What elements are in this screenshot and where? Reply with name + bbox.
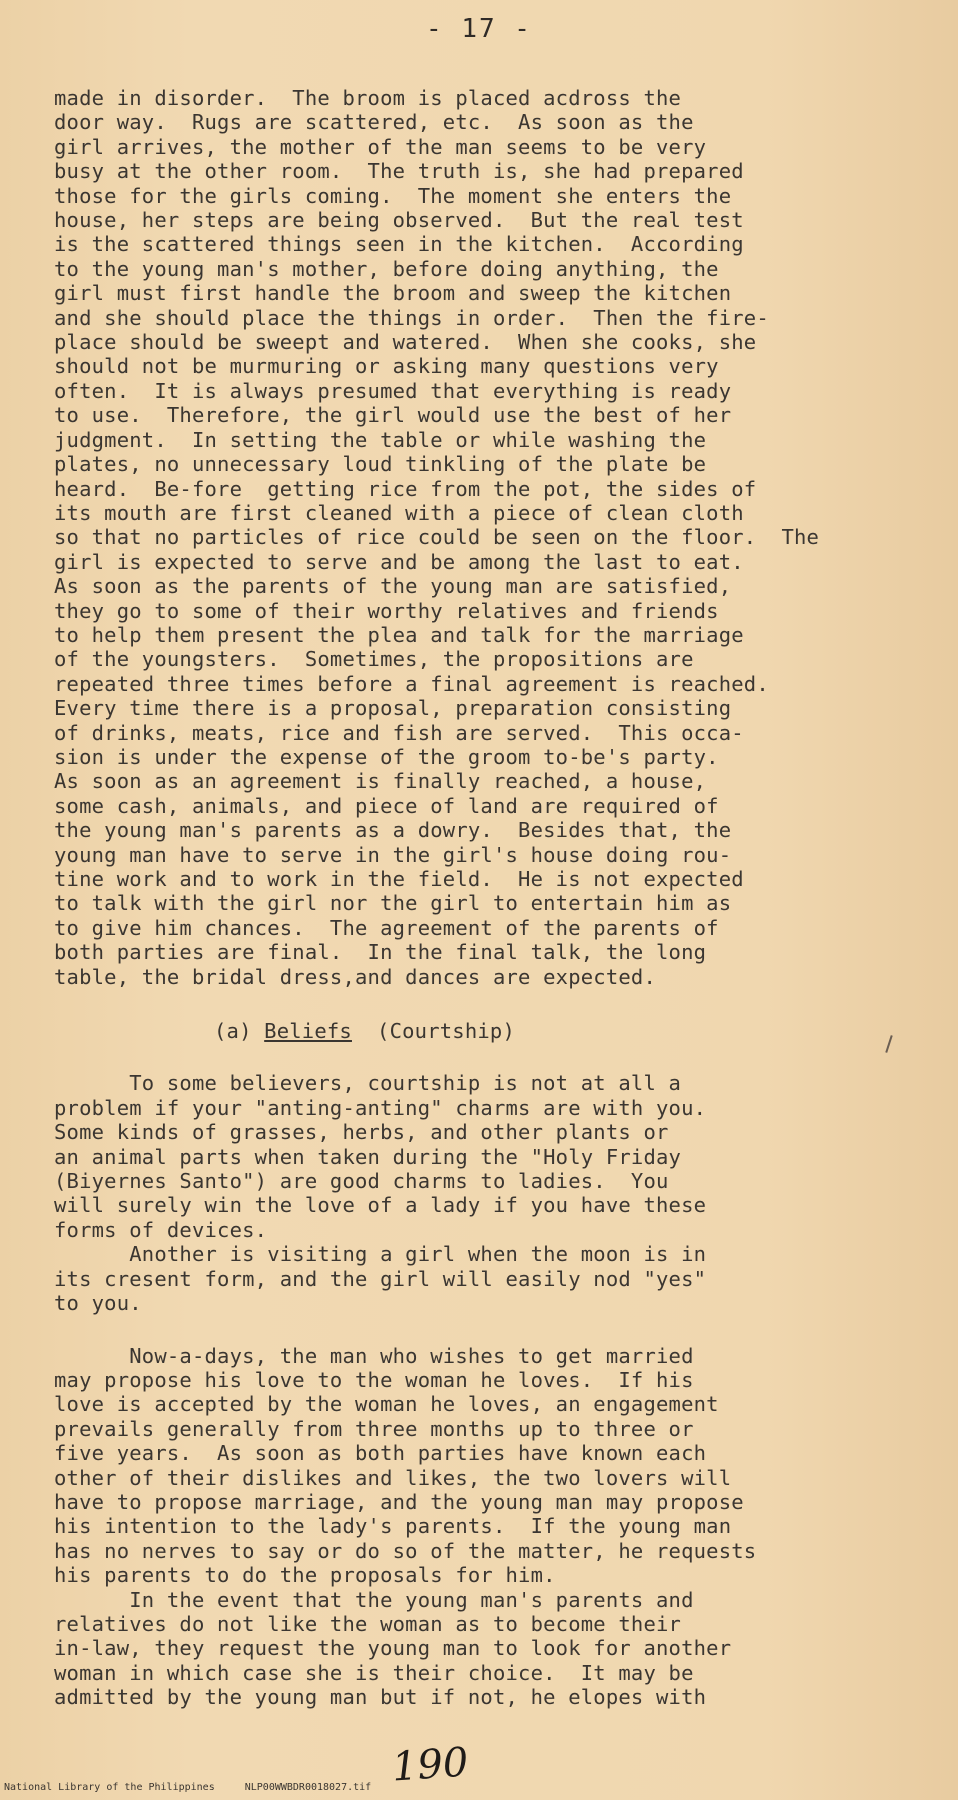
text-line: door way. Rugs are scattered, etc. As soon as the [54, 110, 694, 135]
text-line: and she should place the things in order. Then the fire- [54, 305, 769, 330]
text-line: admitted by the young man but if not, he elopes with [54, 1685, 707, 1710]
text-line: judgment. In setting the table or while washing the [54, 427, 707, 452]
text-line: the young man's parents as a dowry. Besides that, the [54, 818, 732, 843]
text-line: an animal parts when taken during the "Holy Friday [54, 1144, 682, 1169]
text-line: (Biyernes Santo") are good charms to ladies. You [54, 1169, 669, 1194]
footer-institution: National Library of the Philippines [4, 1782, 215, 1793]
heading-prefix: (a) [214, 1019, 265, 1044]
text-line: so that no particles of rice could be seen on the floor. The [54, 525, 820, 550]
text-line: love is accepted by the woman he loves, an engagement [54, 1392, 719, 1417]
text-line: As soon as the parents of the young man are satisfied, [54, 574, 732, 599]
heading-beliefs: Beliefs [264, 1019, 352, 1044]
text-line: of the youngsters. Sometimes, the propositions are [54, 647, 694, 672]
page-number: - 17 - [426, 14, 532, 44]
text-line: to use. Therefore, the girl would use the best of her [54, 403, 732, 428]
text-line: girl must first handle the broom and sweep the kitchen [54, 281, 732, 306]
text-line: plates, no unnecessary loud tinkling of the plate be [54, 452, 707, 477]
text-line: to talk with the girl nor the girl to entertain him as [54, 891, 732, 916]
text-line: to give him chances. The agreement of the parents of [54, 915, 719, 940]
text-line: problem if your "anting-anting" charms are with you. [54, 1095, 707, 1120]
text-line: tine work and to work in the field. He is not expected [54, 867, 744, 891]
text-line: may propose his love to the woman he loves. If his [54, 1367, 694, 1392]
text-line: to you. [54, 1291, 142, 1316]
text-line: five years. As soon as both parties have known each [54, 1441, 707, 1466]
text-line: As soon as an agreement is finally reached, a house, [54, 769, 707, 794]
text-line: some cash, animals, and piece of land are required of [54, 793, 719, 818]
text-line: to the young man's mother, before doing anything, the [54, 256, 719, 281]
section-heading [54, 1019, 934, 1043]
text-line: Now-a-days, the man who wishes to get married [54, 1343, 694, 1368]
paragraph-beliefs [54, 1071, 934, 1315]
text-line: its mouth are first cleaned with a piece of clean cloth [54, 500, 744, 525]
text-line: his parents to do the proposals for him. [54, 1563, 556, 1588]
text-line: relatives do not like the woman as to become their [54, 1611, 682, 1636]
text-line: girl is expected to serve and be among the last to eat. [54, 549, 744, 574]
text-line: Every time there is a proposal, preparation consisting [54, 696, 732, 721]
text-line: heard. Be-fore getting rice from the pot, the sides of [54, 476, 757, 501]
text-line: repeated three times before a final agreement is reached. [54, 671, 769, 696]
text-line: they go to some of their worthy relatives and friends [54, 598, 719, 623]
text-line: To some believers, courtship is not at all a [54, 1071, 682, 1096]
text-line: house, her steps are being observed. But the real test [54, 208, 744, 233]
heading-suffix: (Courtship) [351, 1019, 516, 1044]
archive-footer [4, 1782, 954, 1793]
text-line: girl arrives, the mother of the man seems to be very [54, 134, 707, 159]
text-line: sion is under the expense of the groom to-be's party. [54, 744, 719, 769]
text-line: woman in which case she is their choice. It may be [54, 1660, 694, 1685]
text-line: table, the bridal dress,and dances are expected. [54, 964, 657, 989]
text-line: have to propose marriage, and the young man may propose [54, 1489, 744, 1514]
text-line: both parties are final. In the final talk, the long [54, 940, 707, 965]
text-line: place should be sweept and watered. When she cooks, she [54, 330, 757, 355]
text-line: often. It is always presumed that everything is ready [54, 378, 732, 403]
text-line: busy at the other room. The truth is, she had prepared [54, 159, 744, 184]
text-line: In the event that the young man's parents and [54, 1587, 694, 1612]
paragraph-courtship-customs [54, 86, 934, 989]
text-line: forms of devices. [54, 1217, 268, 1242]
handwritten-page-number: 190 [390, 1739, 470, 1791]
typed-text-body [54, 86, 934, 1710]
text-line: Another is visiting a girl when the moon is in [54, 1242, 707, 1267]
text-line: made in disorder. The broom is placed acdross the [54, 86, 682, 110]
footer-file-id: NLP00WWBDR0018027.tif [244, 1782, 372, 1793]
text-line: his intention to the lady's parents. If the young man [54, 1514, 732, 1539]
text-line: has no nerves to say or do so of the matter, he requests [54, 1538, 757, 1563]
text-line: prevails generally from three months up to three or [54, 1416, 694, 1441]
text-line: its cresent form, and the girl will easily nod "yes" [54, 1266, 707, 1291]
text-line: young man have to serve in the girl's house doing rou- [54, 842, 732, 867]
text-line: those for the girls coming. The moment she enters the [54, 183, 732, 208]
text-line: other of their dislikes and likes, the two lovers will [54, 1465, 732, 1490]
text-line: in-law, they request the young man to look for another [54, 1636, 732, 1661]
text-line: of drinks, meats, rice and fish are served. This occa- [54, 720, 744, 745]
text-line: should not be murmuring or asking many questions very [54, 354, 719, 379]
text-line: is the scattered things seen in the kitchen. According [54, 232, 744, 257]
paragraph-modern-courtship [54, 1344, 934, 1710]
text-line: will surely win the love of a lady if you have these [54, 1193, 707, 1218]
paragraph-gap [54, 1316, 934, 1344]
text-line: Some kinds of grasses, herbs, and other plants or [54, 1120, 669, 1145]
text-line: to help them present the plea and talk for the marriage [54, 622, 744, 647]
